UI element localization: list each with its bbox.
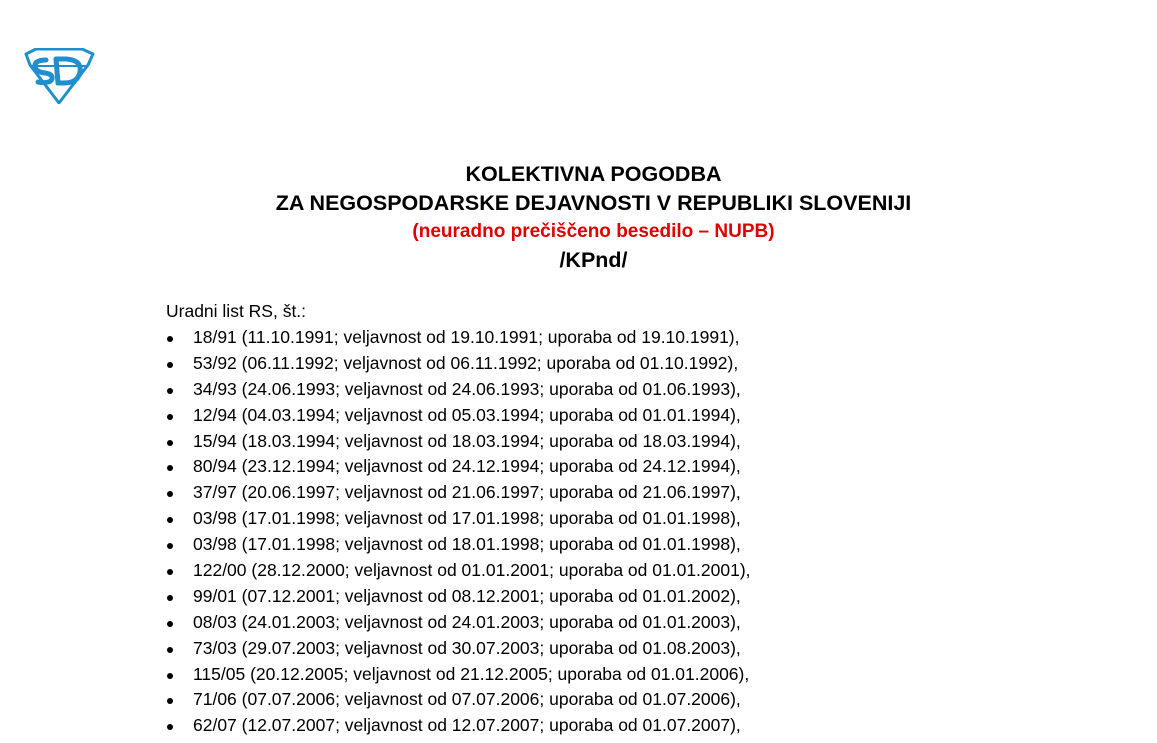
document-subtitle: (neuradno prečiščeno besedilo – NUPB) <box>412 221 775 242</box>
gazette-reference-item: 03/98 (17.01.1998; veljavnost od 18.01.1998; uporaba od 01.01.1998), <box>166 532 751 558</box>
gazette-reference-item: 62/07 (12.07.2007; veljavnost od 12.07.2007; uporaba od 01.07.2007), <box>166 713 751 739</box>
gazette-reference-item: 03/98 (17.01.1998; veljavnost od 17.01.1998; uporaba od 01.01.1998), <box>166 506 751 532</box>
document-title-line-1: KOLEKTIVNA POGODBA <box>465 162 722 186</box>
gazette-reference-item: 115/05 (20.12.2005; veljavnost od 21.12.2005; uporaba od 01.01.2006), <box>166 662 751 688</box>
union-logo-icon <box>22 48 96 104</box>
gazette-reference-item: 08/03 (24.01.2003; veljavnost od 24.01.2003; uporaba od 01.01.2003), <box>166 610 751 636</box>
gazette-reference-item: 15/94 (18.03.1994; veljavnost od 18.03.1994; uporaba od 18.03.1994), <box>166 429 751 455</box>
gazette-reference-list <box>166 325 751 739</box>
gazette-reference-item: 73/03 (29.07.2003; veljavnost od 30.07.2003; uporaba od 01.08.2003), <box>166 636 751 662</box>
gazette-list-intro: Uradni list RS, št.: <box>166 301 307 321</box>
gazette-reference-item: 18/91 (11.10.1991; veljavnost od 19.10.1991; uporaba od 19.10.1991), <box>166 325 751 351</box>
gazette-reference-item: 122/00 (28.12.2000; veljavnost od 01.01.2001; uporaba od 01.01.2001), <box>166 558 751 584</box>
document-title-line-2: ZA NEGOSPODARSKE DEJAVNOSTI V REPUBLIKI SLOVENIJI <box>275 191 912 215</box>
gazette-reference-item: 53/92 (06.11.1992; veljavnost od 06.11.1992; uporaba od 01.10.1992), <box>166 351 751 377</box>
gazette-reference-item: 99/01 (07.12.2001; veljavnost od 08.12.2001; uporaba od 01.01.2002), <box>166 584 751 610</box>
document-header <box>0 160 1157 275</box>
gazette-reference-item: 80/94 (23.12.1994; veljavnost od 24.12.1994; uporaba od 24.12.1994), <box>166 454 751 480</box>
gazette-reference-item: 71/06 (07.07.2006; veljavnost od 07.07.2006; uporaba od 01.07.2006), <box>166 687 751 713</box>
gazette-reference-item: 34/93 (24.06.1993; veljavnost od 24.06.1993; uporaba od 01.06.1993), <box>166 377 751 403</box>
gazette-reference-item: 12/94 (04.03.1994; veljavnost od 05.03.1994; uporaba od 01.01.1994), <box>166 403 751 429</box>
gazette-reference-item: 37/97 (20.06.1997; veljavnost od 21.06.1997; uporaba od 21.06.1997), <box>166 480 751 506</box>
document-code: /KPnd/ <box>559 248 628 272</box>
